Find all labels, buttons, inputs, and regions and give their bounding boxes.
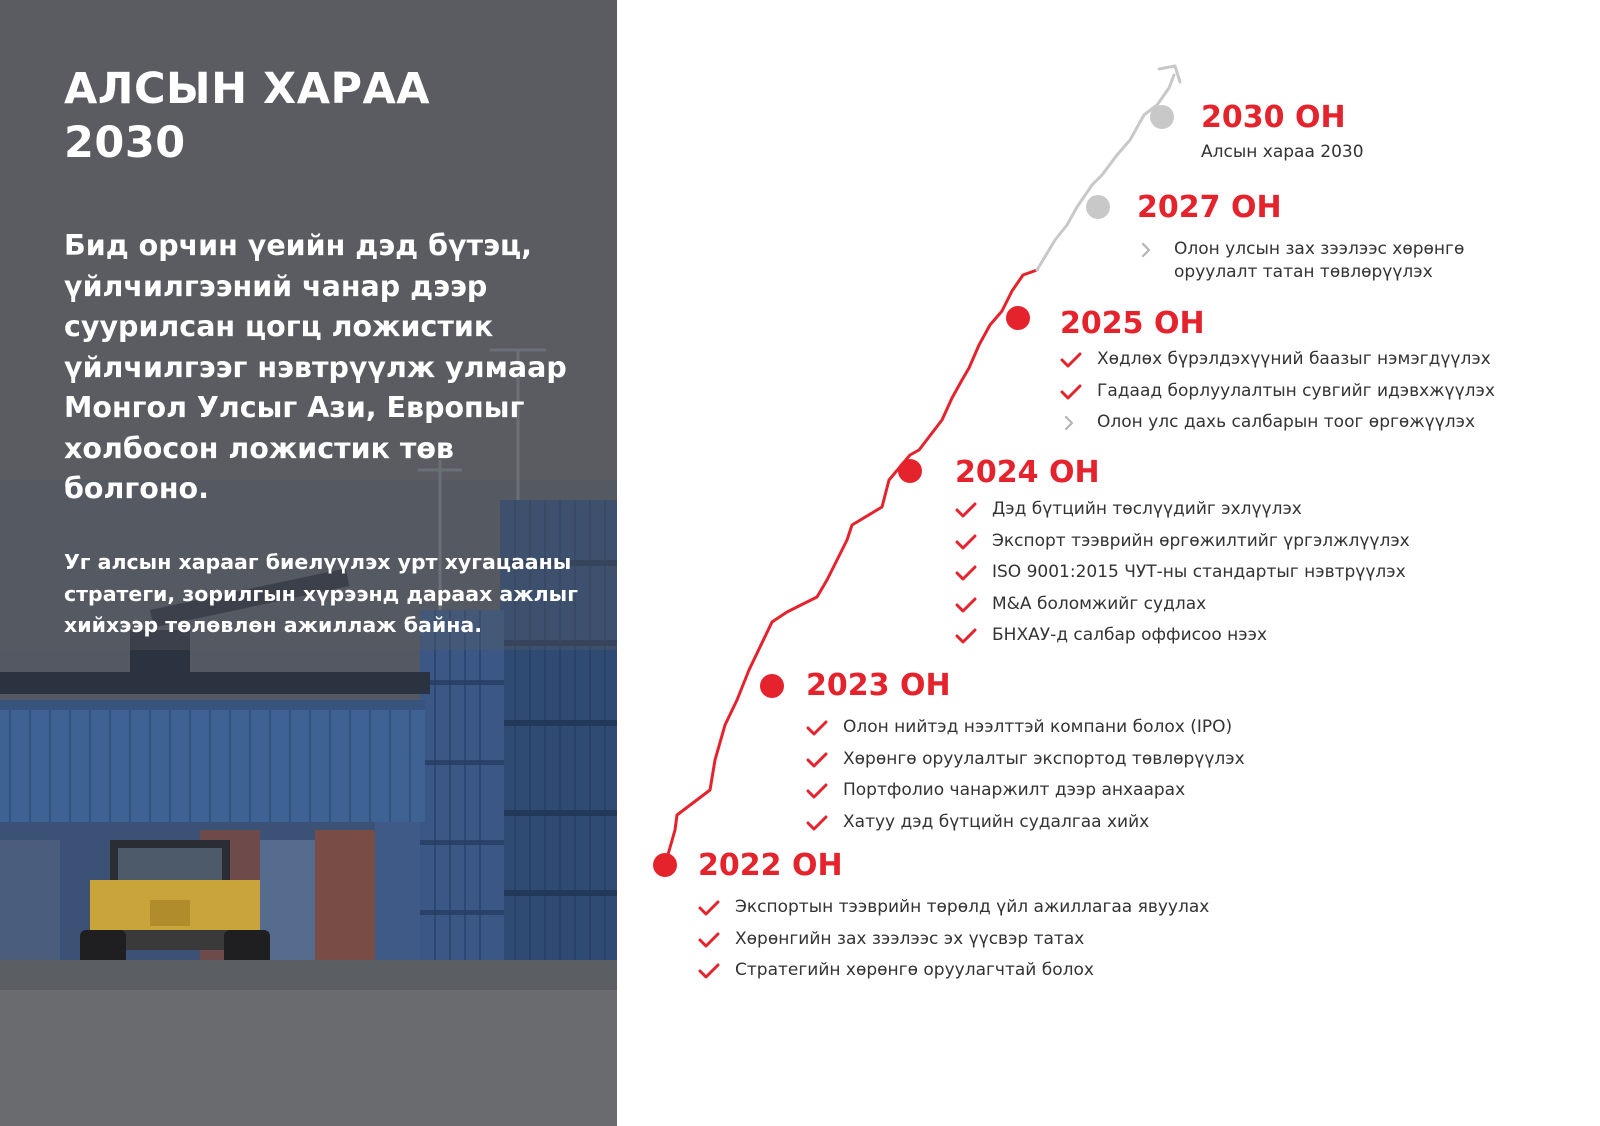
- check-icon: [698, 963, 720, 979]
- list-item: [955, 589, 1410, 621]
- check-icon: [955, 565, 977, 581]
- list-item: [698, 924, 1209, 956]
- list-item-text: Гадаад борлуулалтын сувгийг идэвхжүүлэх: [1097, 380, 1495, 401]
- check-icon: [806, 783, 828, 799]
- milestone-2022: [698, 848, 1209, 987]
- check-icon: [806, 815, 828, 831]
- milestone-year-2027: 2027 ОН: [1137, 190, 1282, 225]
- list-item-text: БНХАУ-д салбар оффисоо нээх: [992, 625, 1268, 645]
- check-icon: [955, 597, 977, 613]
- list-item-text: Стратегийн хөрөнгө оруулагчтай болох: [735, 960, 1094, 980]
- check-icon: [955, 502, 977, 518]
- milestone-2030: [1201, 100, 1364, 164]
- vision-title-line2: 2030: [64, 118, 186, 168]
- timeline-marker-2027: [1086, 195, 1110, 219]
- milestone-subtitle-2030: Алсын хараа 2030: [1201, 142, 1364, 162]
- list-item: [1060, 344, 1495, 376]
- list-item-text: Олон улс дахь салбарын тоог өргөжүүлэх: [1097, 412, 1476, 432]
- list-item-text: Олон улсын зах зээлээс хөрөнгө оруулалт татан төвлөрүүлэх: [1174, 239, 1465, 282]
- list-item-text: Хатуу дэд бүтцийн судалгаа хийх: [843, 811, 1150, 832]
- list-item-text: Портфолио чанаржилт дээр анхаарах: [843, 780, 1186, 800]
- check-icon: [955, 628, 977, 644]
- vision-statement: Бид орчин үеийн дэд бүтэц, үйлчилгээний чанар дээр суурилсан цогц ложистик үйлчилгээг нэвтрүүлж улмаар Монгол Улсыг Ази, Европыг холбосон ложистик төв болгоно.: [64, 229, 567, 505]
- list-item-text: M&A боломжийг судлах: [992, 593, 1207, 614]
- list-item-text: Хөрөнгө оруулалтыг экспортод төвлөрүүлэх: [843, 748, 1245, 769]
- check-icon: [698, 900, 720, 916]
- list-item: [1137, 238, 1534, 283]
- list-item-text: ISO 9001:2015 ЧУТ-ны стандартыг нэвтрүүлэх: [992, 562, 1406, 582]
- list-item-text: Дэд бүтцийн төслүүдийг эхлүүлэх: [992, 499, 1302, 519]
- milestone-2024: [955, 455, 1410, 652]
- milestone-list-2024: [955, 494, 1410, 652]
- list-item: [955, 526, 1410, 558]
- milestone-2027: [1137, 190, 1534, 283]
- chevron-right-icon: [1137, 242, 1159, 258]
- list-item: [806, 744, 1245, 776]
- check-icon: [1060, 384, 1082, 400]
- milestone-year-2025: 2025 ОН: [1060, 306, 1205, 341]
- list-item: [1060, 376, 1495, 408]
- check-icon: [698, 932, 720, 948]
- list-item-text: Экспорт тээврийн өргөжилтийг үргэлжлүүлэх: [992, 530, 1410, 551]
- list-item: [806, 807, 1245, 839]
- check-icon: [806, 720, 828, 736]
- milestone-2025: [1060, 306, 1495, 439]
- list-item: [955, 620, 1410, 652]
- check-icon: [1060, 352, 1082, 368]
- milestone-list-2025: [1060, 344, 1495, 439]
- milestone-list-2023: [806, 712, 1245, 838]
- milestone-list-2022: [698, 892, 1209, 987]
- timeline-marker-2030: [1150, 105, 1174, 129]
- milestone-year-2022: 2022 ОН: [698, 848, 843, 883]
- vision-title: [64, 62, 584, 170]
- vision-panel: [0, 0, 617, 1126]
- milestone-2023: [806, 668, 1245, 838]
- timeline-marker-2025: [1006, 306, 1030, 330]
- check-icon: [806, 752, 828, 768]
- list-item-text: Олон нийтэд нээлттэй компани болох (IPO): [843, 717, 1233, 737]
- timeline-marker-2024: [898, 459, 922, 483]
- chevron-right-icon: [1060, 415, 1082, 431]
- milestone-list-2027: [1137, 238, 1534, 283]
- timeline-marker-2022: [653, 853, 677, 877]
- list-item: [1060, 407, 1495, 439]
- vision-note: Уг алсын харааг биелүүлэх урт хугацааны стратеги, зорилгын хүрээнд дараах ажлыг хийхээр төлөвлөн ажиллаж байна.: [64, 550, 578, 637]
- check-icon: [955, 534, 977, 550]
- list-item: [955, 494, 1410, 526]
- vision-title-line1: АЛСЫН ХАРАА: [64, 64, 431, 114]
- list-item: [955, 557, 1410, 589]
- list-item: [698, 892, 1209, 924]
- list-item-text: Хөрөнгийн зах зээлээс эх үүсвэр татах: [735, 928, 1085, 949]
- list-item-text: Экспортын тээврийн төрөлд үйл ажиллагаа явуулах: [735, 897, 1210, 917]
- milestone-year-2023: 2023 ОН: [806, 668, 951, 703]
- milestone-year-2030: 2030 ОН: [1201, 100, 1346, 135]
- timeline-marker-2023: [760, 674, 784, 698]
- list-item: [698, 955, 1209, 987]
- list-item: [806, 712, 1245, 744]
- list-item-text: Хөдлөх бүрэлдэхүүний баазыг нэмэгдүүлэх: [1097, 349, 1491, 369]
- list-item: [806, 775, 1245, 807]
- milestone-year-2024: 2024 ОН: [955, 455, 1100, 490]
- arrow-up-right-icon: [1159, 66, 1180, 82]
